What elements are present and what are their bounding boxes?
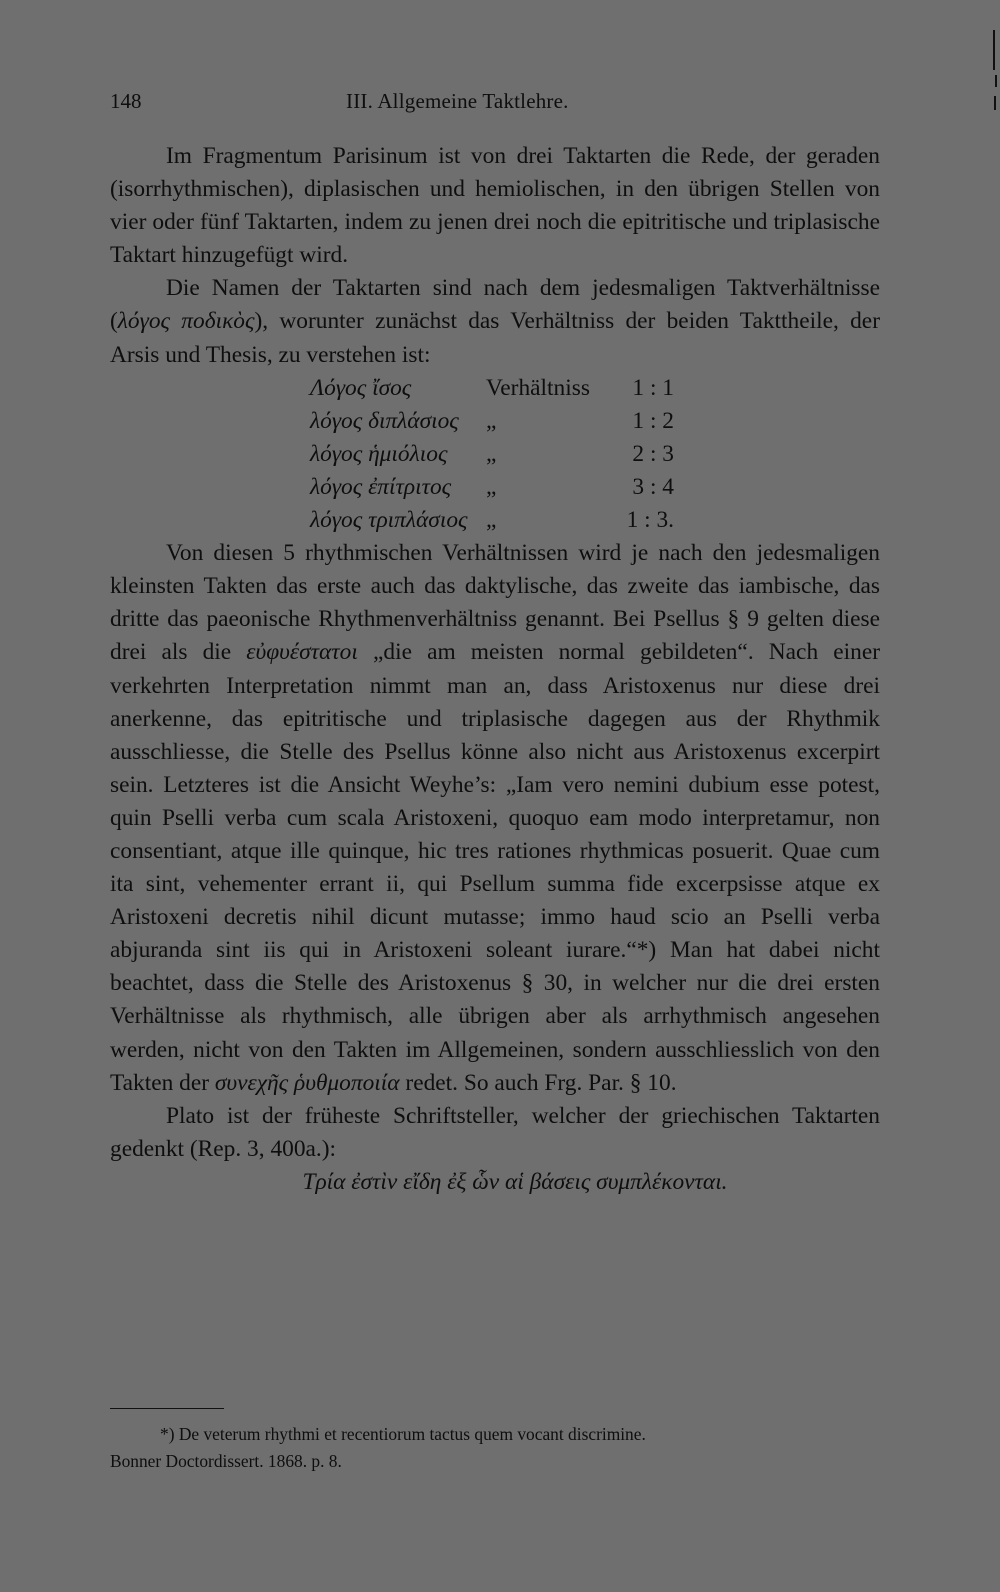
ratio-value: 1 : 2 [632, 407, 674, 434]
ratio-label: Verhältniss [486, 374, 590, 401]
running-header [110, 89, 880, 123]
ratio-label: „ [486, 440, 497, 467]
greek-term: συνεχῆς ῥυθμοποιία [214, 1069, 400, 1096]
ratio-term: Λόγος ἴσος [310, 374, 412, 401]
paragraph-2-text-b: ), worunter zunächst das Verhältniss der beiden Takttheile, der Arsis und Thesis, zu verstehen ist: [110, 308, 880, 368]
ratio-row [310, 504, 674, 537]
edge-mark [995, 75, 997, 87]
running-title: III. Allgemeine Taktlehre. [346, 89, 569, 113]
ratio-value: 2 : 3 [632, 440, 674, 467]
greek-term: λόγος ποδικὸς [117, 308, 255, 335]
ratio-row [310, 438, 674, 471]
paragraph-1: Im Fragmentum Parisinum ist von drei Taktarten die Rede, der geraden (isorrhythmischen), diplasischen und hemiolischen, in den übrigen Stellen von vier oder fünf Taktarten, indem zu jenen drei noch die epitritische und triplasische Taktart hinzugefügt wird. [110, 143, 880, 269]
edge-mark [993, 30, 995, 70]
ratio-term: λόγος ἐπίτριτος [310, 473, 452, 500]
ratio-table [310, 372, 674, 537]
paragraph-2 [110, 272, 880, 371]
ratio-row [310, 372, 674, 405]
main-text [110, 140, 880, 1199]
footnote-rule [110, 1408, 224, 1409]
ratio-term: λόγος διπλάσιος [310, 407, 459, 434]
ratio-term: λόγος ἡμιόλιος [310, 440, 448, 467]
ratio-row [310, 471, 674, 504]
paragraph-2-text-a: Die Namen der Taktarten sind nach dem jedesmaligen Taktverhältnisse ( [110, 275, 880, 335]
ratio-label: „ [486, 407, 497, 434]
ratio-term: λόγος τριπλάσιος [310, 507, 468, 534]
ratio-value: 3 : 4 [632, 473, 674, 500]
footnote-line-2: Bonner Doctordissert. 1868. p. 8. [110, 1451, 342, 1471]
ratio-row [310, 405, 674, 438]
ratio-label: „ [486, 507, 497, 534]
greek-term: εὐφυέστατοι [246, 639, 358, 666]
page-number: 148 [110, 89, 142, 113]
ratio-label: „ [486, 473, 497, 500]
paragraph-3-text-b: „die am meisten normal gebildeten“. Nach einer verkehrten Interpretation nimmt man an, dass Aristoxenus nur diese drei anerkenne, das epitritische und triplasische dagegen aus der Rhythmik ausschliesse, die Stelle des Psellus könne also nicht aus Aristoxenus excerpirt sein. Letzteres ist die Ansicht Weyhe’s: „Iam vero nemini dubium esse potest, quin Pselli verba cum scala Aristoxeni, quoquo eam modo interpretamur, non consentiant, atque ille quinque, hic tres rationes rhythmicas posuerit. Quae cum ita sint, vehementer errant ii, qui Psellum summa fide excerpsisse atque ex Aristoxeni decretis nihil dicunt mutasse; immo haud scio an Pselli verba abjuranda sint iis qui in Aristoxeni soleant iurare.“*) Man hat dabei nicht beachtet, dass die Stelle des Aristoxenus § 30, in welcher nur die drei ersten Verhältnisse als rhythmisch, alle übrigen aber als arrhythmisch angesehen werden, nicht von den Takten im Allgemeinen, sondern ausschliesslich von den Takten der [110, 639, 880, 1096]
ratio-value: 1 : 1 [632, 374, 674, 401]
paragraph-4: Plato ist der früheste Schriftsteller, welcher der griechischen Taktarten gedenkt (Rep. 3, 400a.): [110, 1102, 880, 1162]
footnote-line-1: *) De veterum rhythmi et recentiorum tactus quem vocant discrimine. [160, 1424, 646, 1444]
paragraph-3 [110, 537, 880, 1100]
edge-mark [994, 96, 996, 110]
ratio-value: 1 : 3. [626, 507, 674, 534]
plato-quote: Τρία ἐστὶν εἴδη ἐξ ὧν αἱ βάσεις συμπλέκονται. [302, 1168, 728, 1195]
paragraph-3-text-c: redet. So auch Frg. Par. § 10. [399, 1069, 677, 1096]
paragraph-3-text-a: Von diesen 5 rhythmischen Verhältnissen wird je nach den jedesmaligen kleinsten Takten das erste auch das daktylische, das zweite das iambische, das dritte das paeonische Rhythmenverhältniss genannt. Bei Psellus § 9 gelten diese drei als die [110, 540, 880, 666]
footnote [110, 1421, 880, 1475]
